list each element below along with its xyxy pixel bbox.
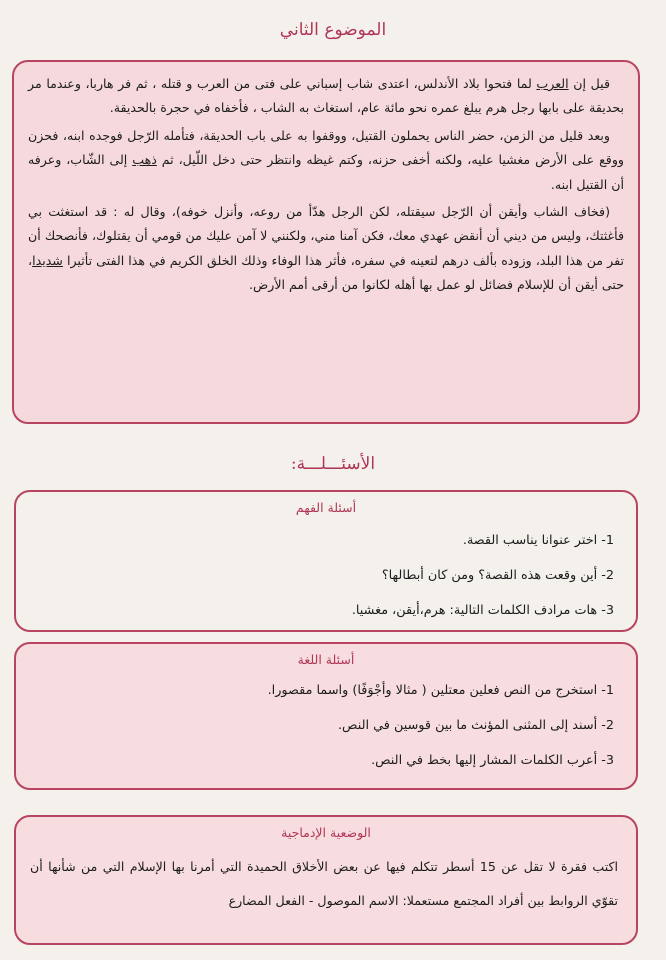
comprehension-list: [16, 523, 636, 628]
language-title: أسئلة اللغة: [297, 652, 355, 667]
question-item: 1- استخرج من النص فعلين معتلين ( مثالا وأجْوَفًا) واسما مقصورا.: [267, 683, 614, 698]
passage-box: [12, 60, 640, 424]
underlined-word: العرب: [536, 76, 569, 91]
passage-text: ، حتى أيقن أن للإسلام فضائل لو عمل بها أهله لكانوا من أرقى أمم الأرض.: [28, 252, 624, 293]
passage-paragraph-2: [28, 124, 624, 197]
passage-text: قيل إن: [568, 76, 610, 91]
question-item: 1- اختر عنوانا يناسب القصة.: [462, 533, 614, 548]
underlined-word: شديدا: [32, 252, 63, 268]
passage-paragraph-1: [28, 72, 624, 121]
integration-title: الوضعية الإدماجية: [281, 825, 371, 840]
underlined-word: ذهب: [132, 152, 157, 168]
comprehension-questions-box: [14, 490, 638, 632]
passage-text: وبعد قليل من الزمن، حضر الناس يحملون القتيل، ووقفوا به على باب الحديقة، فتأمله الرّجل فوجده ابنه، فحزن ووقع على الأرض مغشيا عليه، ولكنه أخفى حزنه، وكتم غيظه وانتظر حتى دخل اللّيل، ثم: [28, 127, 624, 168]
question-item: 3- أعرب الكلمات المشار إليها بخط في النص.: [371, 753, 614, 768]
integration-task-box: [14, 815, 638, 945]
passage-text: لما فتحوا بلاد الأندلس، اعتدى شاب إسباني على فتى من العرب و قتله ، ثم فر هاربا، وعندما مر بحديقة على بابها رجل هرم يبلغ عمره نحو مائة عام، استغاث به الشاب ، فأخفاه في حجرة بالحديقة.: [28, 76, 624, 116]
topic-title: الموضوع الثاني: [279, 20, 387, 40]
language-list: [16, 673, 636, 778]
passage-text: (فخاف الشاب وأيقن أن الرّجل سيقتله، لكن الرجل هدّأ من روعه، وأنزل خوفه)، وقال له : قد استغثت بي فأغثتك، وليس من ديني أن أنقض عهدي معك، فكن آمنا مني، ولكنني لا آمن عليك من قومي أن يقتلوك، فأنصحك أن تفر من هذا البلد، وزوده بألف درهم لتعينه في سفره، فأثر هذا الوفاء وذلك الخلق الكريم في هذا الفتى تأثيرا: [28, 204, 624, 268]
question-item: 2- أسند إلى المثنى المؤنث ما بين قوسين في النص.: [337, 718, 614, 733]
passage-paragraph-3: [28, 200, 624, 298]
question-item: 2- أين وقعت هذه القصة؟ ومن كان أبطالها؟: [381, 568, 614, 583]
integration-task-text: اكتب فقرة لا تقل عن 15 أسطر تتكلم فيها عن بعض الأخلاق الحميدة التي أمرنا بها الإسلام التي من شأنها أن تقوّي الروابط بين أفراد المجتمع مستعملا: الاسم الموصول - الفعل المضارع: [30, 859, 619, 908]
questions-heading: الأسئـــلـــة:: [290, 454, 376, 474]
question-item: 3- هات مرادف الكلمات التالية: هرم،أيقن، مغشيا.: [351, 603, 614, 618]
passage-text: إلى الشّاب، وعرفه أن القتيل ابنه.: [28, 152, 624, 192]
comprehension-title: أسئلة الفهم: [295, 500, 357, 515]
language-questions-box: [14, 642, 638, 790]
